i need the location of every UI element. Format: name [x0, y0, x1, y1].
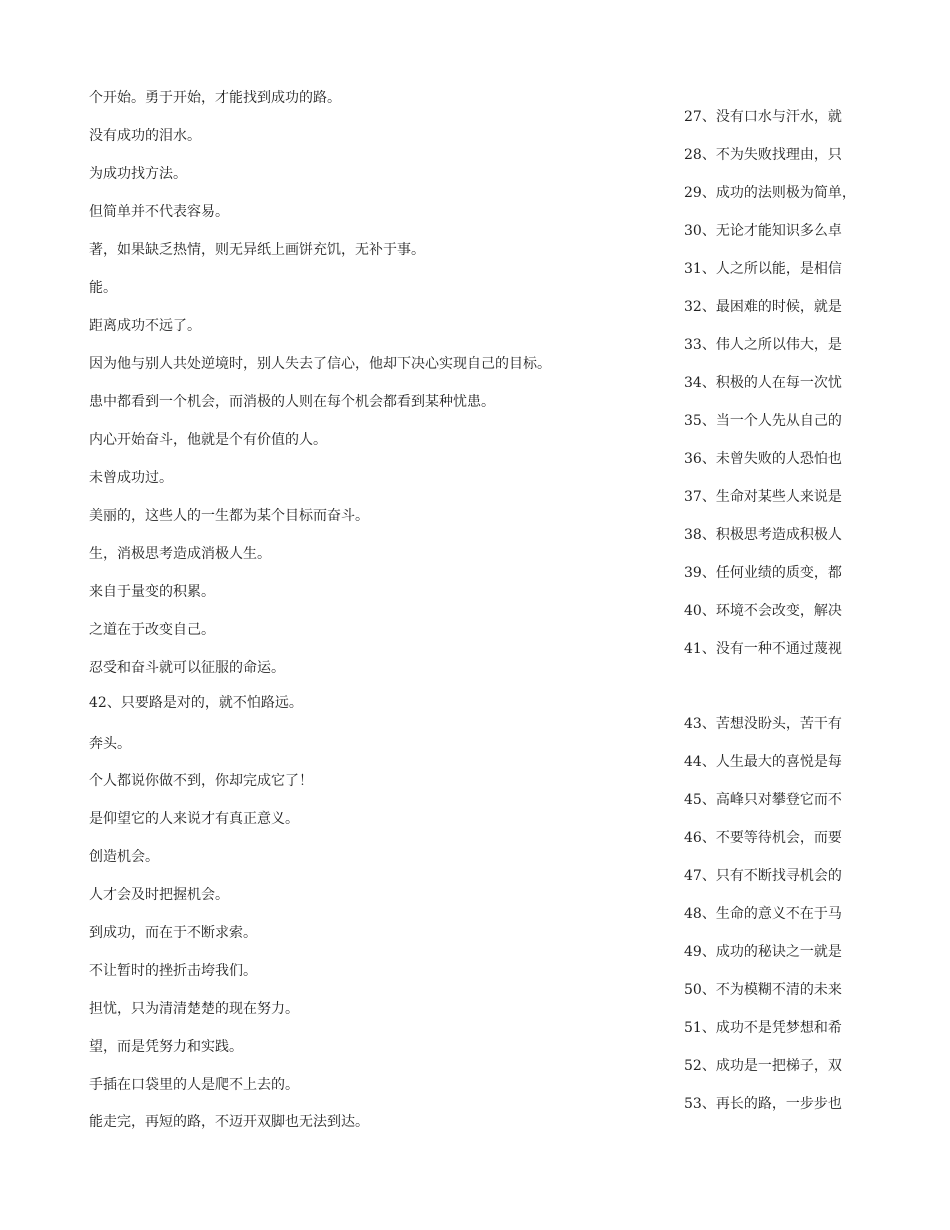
right-line-27: 27、没有口水与汗水，就 [684, 109, 842, 125]
right-line-51: 51、成功不是凭梦想和希 [684, 1020, 842, 1036]
left-line-6: 能。 [89, 280, 117, 296]
right-line-47: 47、只有不断找寻机会的 [684, 868, 842, 884]
right-line-44: 44、人生最大的喜悦是每 [684, 754, 842, 770]
left-line-21: 创造机会。 [89, 849, 159, 865]
right-line-49: 49、成功的秘诀之一就是 [684, 944, 842, 960]
left-line-28: 能走完，再短的路，不迈开双脚也无法到达。 [89, 1114, 369, 1130]
right-line-36: 36、未曾失败的人恐怕也 [684, 451, 842, 467]
left-line-17: 42、只要路是对的，就不怕路远。 [89, 695, 303, 711]
left-line-23: 到成功，而在于不断求索。 [89, 925, 257, 941]
right-line-50: 50、不为模糊不清的未来 [684, 982, 842, 998]
right-line-39: 39、任何业绩的质变，都 [684, 565, 842, 581]
right-line-45: 45、高峰只对攀登它而不 [684, 792, 842, 808]
left-line-10: 内心开始奋斗，他就是个有价值的人。 [89, 432, 327, 448]
left-line-9: 患中都看到一个机会，而消极的人则在每个机会都看到某种忧患。 [89, 394, 495, 410]
right-line-34: 34、积极的人在每一次忧 [684, 375, 842, 391]
left-line-20: 是仰望它的人来说才有真正意义。 [89, 811, 299, 827]
left-line-8: 因为他与别人共处逆境时，别人失去了信心，他却下决心实现自己的目标。 [89, 356, 551, 372]
right-line-43: 43、苦想没盼头，苦干有 [684, 716, 842, 732]
left-line-25: 担忧，只为清清楚楚的现在努力。 [89, 1001, 299, 1017]
left-line-16: 忍受和奋斗就可以征服的命运。 [89, 660, 285, 676]
left-line-11: 未曾成功过。 [89, 470, 173, 486]
left-line-19: 个人都说你做不到，你却完成它了！ [89, 773, 313, 789]
right-line-29: 29、成功的法则极为简单， [684, 185, 856, 201]
left-line-1: 个开始。勇于开始，才能找到成功的路。 [89, 90, 341, 106]
right-line-41: 41、没有一种不通过蔑视 [684, 641, 842, 657]
left-line-13: 生，消极思考造成消极人生。 [89, 546, 271, 562]
left-line-7: 距离成功不远了。 [89, 318, 201, 334]
right-line-31: 31、人之所以能，是相信 [684, 261, 842, 277]
left-line-4: 但简单并不代表容易。 [89, 204, 229, 220]
right-line-37: 37、生命对某些人来说是 [684, 489, 842, 505]
right-line-52: 52、成功是一把梯子，双 [684, 1058, 842, 1074]
left-line-3: 为成功找方法。 [89, 166, 187, 182]
left-line-2: 没有成功的泪水。 [89, 128, 201, 144]
left-line-26: 望，而是凭努力和实践。 [89, 1039, 243, 1055]
right-line-35: 35、当一个人先从自己的 [684, 413, 842, 429]
left-line-27: 手插在口袋里的人是爬不上去的。 [89, 1077, 299, 1093]
right-line-46: 46、不要等待机会，而要 [684, 830, 842, 846]
left-line-22: 人才会及时把握机会。 [89, 887, 229, 903]
left-line-15: 之道在于改变自己。 [89, 622, 215, 638]
left-line-14: 来自于量变的积累。 [89, 584, 215, 600]
right-line-48: 48、生命的意义不在于马 [684, 906, 842, 922]
right-line-30: 30、无论才能知识多么卓 [684, 223, 842, 239]
right-line-38: 38、积极思考造成积极人 [684, 527, 842, 543]
right-line-33: 33、伟人之所以伟大，是 [684, 337, 842, 353]
right-line-32: 32、最困难的时候，就是 [684, 299, 842, 315]
left-line-12: 美丽的，这些人的一生都为某个目标而奋斗。 [89, 508, 369, 524]
left-line-5: 著，如果缺乏热情，则无异纸上画饼充饥，无补于事。 [89, 242, 425, 258]
left-line-24: 不让暂时的挫折击垮我们。 [89, 963, 257, 979]
right-line-28: 28、不为失败找理由，只 [684, 147, 842, 163]
left-line-18: 奔头。 [89, 736, 131, 752]
right-line-40: 40、环境不会改变，解决 [684, 603, 842, 619]
right-line-53: 53、再长的路，一步步也 [684, 1096, 842, 1112]
